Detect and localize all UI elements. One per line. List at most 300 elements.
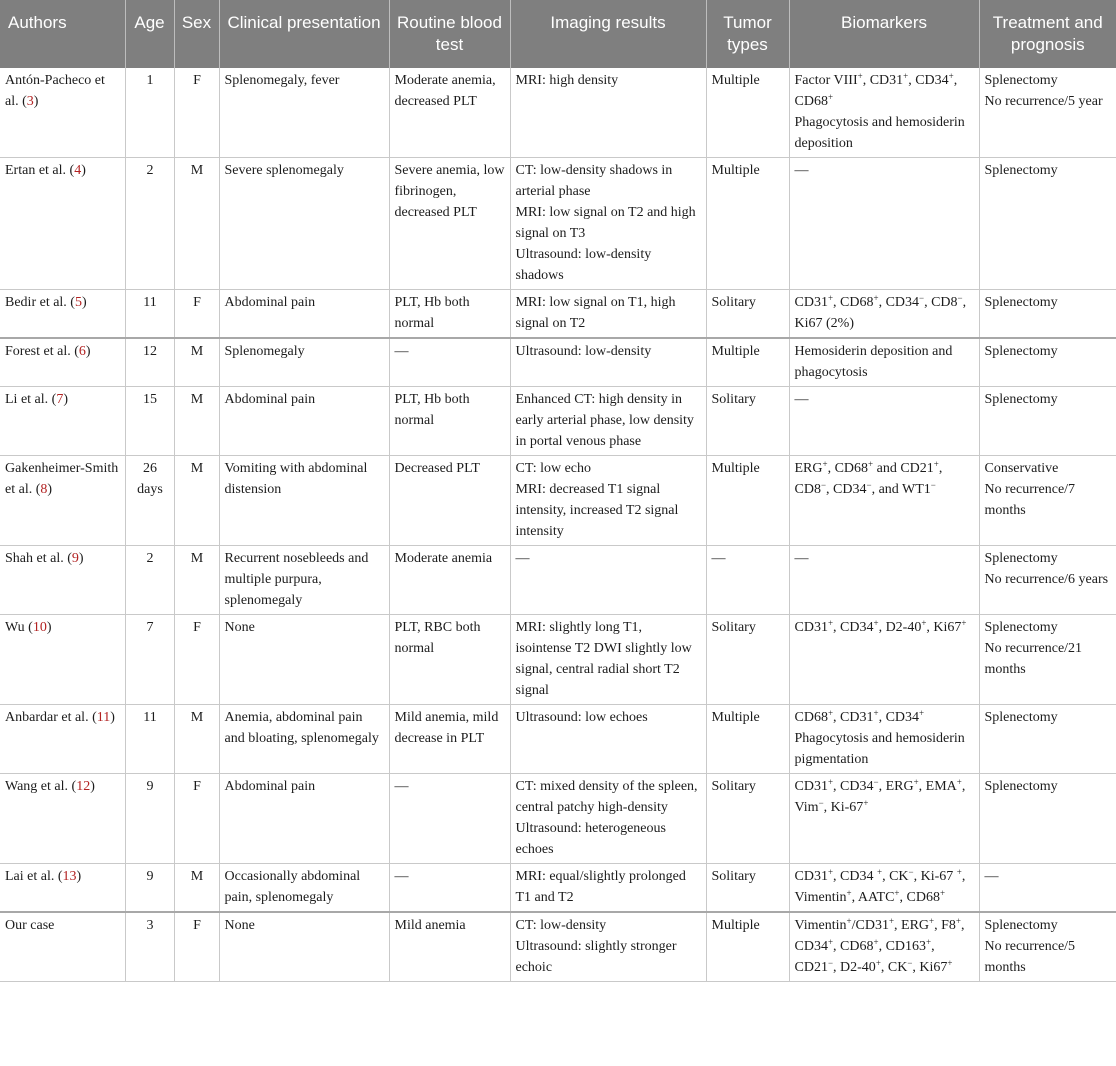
biomarker-text: , Ki-67 bbox=[823, 800, 864, 815]
cell-sex: F bbox=[174, 774, 219, 864]
header-row bbox=[0, 0, 1116, 68]
biomarker-line bbox=[795, 617, 975, 638]
imaging-line: MRI: low signal on T1, high signal on T2 bbox=[515, 295, 676, 331]
cell-treatment-prognosis bbox=[979, 774, 1116, 864]
biomarker-text: CD31 bbox=[794, 620, 828, 635]
imaging-line: MRI: high density bbox=[515, 73, 619, 88]
author-suffix: ) bbox=[76, 869, 82, 884]
imaging-line: MRI: equal/slightly prolonged T1 and T2 bbox=[515, 869, 686, 905]
cell-clinical-presentation: Recurrent nosebleeds and multiple purpura, splenomegaly bbox=[219, 546, 389, 615]
cell-routine-blood-test: PLT, RBC both normal bbox=[389, 615, 510, 705]
cell-routine-blood-test: PLT, Hb both normal bbox=[389, 290, 510, 339]
table-row bbox=[0, 864, 1116, 913]
cell-routine-blood-test: PLT, Hb both normal bbox=[389, 387, 510, 456]
cell-biomarkers bbox=[789, 68, 979, 158]
citation-ref: 6 bbox=[78, 344, 86, 359]
biomarker-sign: − bbox=[907, 958, 913, 968]
cell-biomarkers bbox=[789, 864, 979, 913]
citation-ref: 4 bbox=[74, 163, 82, 178]
biomarker-sign: + bbox=[913, 777, 919, 787]
biomarker-text: — bbox=[794, 163, 809, 178]
author-suffix: ) bbox=[110, 710, 115, 725]
cell-clinical-presentation: Anemia, abdominal pain and bloating, splenomegaly bbox=[219, 705, 389, 774]
biomarker-text: , CD34 bbox=[826, 482, 867, 497]
cell-treatment-prognosis bbox=[979, 546, 1116, 615]
biomarker-text: , Vimentin bbox=[794, 869, 966, 905]
biomarker-text: , Ki67 bbox=[912, 960, 948, 975]
imaging-line: CT: mixed density of the spleen, central patchy high-density bbox=[515, 779, 698, 815]
cell-biomarkers bbox=[789, 387, 979, 456]
biomarker-sign: − bbox=[919, 293, 925, 303]
biomarker-text: , CD68 bbox=[833, 295, 874, 310]
biomarker-sign: + bbox=[876, 867, 883, 877]
cell-imaging-results bbox=[510, 705, 706, 774]
biomarker-sign: + bbox=[827, 293, 834, 303]
imaging-line: MRI: slightly long T1, isointense T2 DWI slightly low signal, central radial short T2 signal bbox=[515, 620, 692, 698]
treatment-line: — bbox=[984, 869, 999, 884]
cell-age: 26 days bbox=[125, 456, 174, 546]
imaging-line: Ultrasound: heterogeneous echoes bbox=[515, 821, 666, 857]
biomarker-text: , CD163 bbox=[878, 939, 927, 954]
biomarker-text: , CD8 bbox=[924, 295, 958, 310]
biomarker-text: , CD68 bbox=[827, 461, 869, 476]
imaging-line: CT: low-density shadows in arterial phase bbox=[515, 163, 673, 199]
biomarker-sign: − bbox=[873, 777, 879, 787]
cell-biomarkers bbox=[789, 774, 979, 864]
cell-tumor-type: Multiple bbox=[706, 68, 789, 158]
biomarker-sign: + bbox=[873, 618, 879, 628]
col-header-sex: Sex bbox=[174, 0, 219, 68]
cell-imaging-results bbox=[510, 615, 706, 705]
biomarker-text: Hemosiderin deposition and phagocytosis bbox=[794, 344, 953, 380]
cell-imaging-results bbox=[510, 68, 706, 158]
treatment-line: Splenectomy bbox=[984, 918, 1058, 933]
biomarker-text: and CD21 bbox=[873, 461, 934, 476]
author-name: Wu ( bbox=[5, 620, 33, 635]
biomarker-text: , ERG bbox=[878, 779, 914, 794]
biomarker-text: , CD68 bbox=[833, 939, 874, 954]
author-name: Shah et al. ( bbox=[5, 551, 72, 566]
biomarker-line bbox=[795, 776, 975, 818]
biomarker-text: , ERG bbox=[894, 918, 930, 933]
imaging-line: MRI: decreased T1 signal intensity, increased T2 signal intensity bbox=[515, 482, 679, 539]
table-row bbox=[0, 290, 1116, 339]
biomarker-sign: − bbox=[866, 480, 872, 490]
treatment-line: No recurrence/5 year bbox=[984, 94, 1103, 109]
biomarker-sign: + bbox=[863, 798, 869, 808]
cell-age: 12 bbox=[125, 338, 174, 387]
cell-tumor-type: Solitary bbox=[706, 774, 789, 864]
biomarker-sign: + bbox=[961, 618, 967, 628]
cell-treatment-prognosis bbox=[979, 615, 1116, 705]
author-name: Wang et al. ( bbox=[5, 779, 77, 794]
cell-authors bbox=[0, 456, 125, 546]
col-header-tumor-types: Tumor types bbox=[706, 0, 789, 68]
treatment-line: Splenectomy bbox=[984, 163, 1058, 178]
biomarker-line bbox=[795, 389, 975, 410]
cell-clinical-presentation: Vomiting with abdominal distension bbox=[219, 456, 389, 546]
cell-sex: M bbox=[174, 338, 219, 387]
cell-routine-blood-test: Mild anemia, mild decrease in PLT bbox=[389, 705, 510, 774]
treatment-line: Splenectomy bbox=[984, 551, 1058, 566]
biomarker-text: , CD31 bbox=[833, 710, 874, 725]
cell-age: 11 bbox=[125, 705, 174, 774]
citation-ref: 11 bbox=[96, 710, 111, 725]
cell-imaging-results bbox=[510, 158, 706, 290]
biomarker-sign: + bbox=[926, 937, 932, 947]
cell-routine-blood-test: Moderate anemia bbox=[389, 546, 510, 615]
cell-authors bbox=[0, 912, 125, 982]
biomarker-sign: + bbox=[921, 618, 927, 628]
table-row bbox=[0, 705, 1116, 774]
cell-imaging-results bbox=[510, 456, 706, 546]
cell-authors bbox=[0, 338, 125, 387]
biomarker-line bbox=[795, 292, 975, 334]
biomarker-sign: + bbox=[947, 958, 953, 968]
biomarker-line bbox=[795, 458, 975, 500]
biomarker-text: CD31 bbox=[794, 869, 828, 884]
cell-biomarkers bbox=[789, 290, 979, 339]
cell-treatment-prognosis bbox=[979, 864, 1116, 913]
biomarker-text: /CD31 bbox=[851, 918, 889, 933]
col-header-age: Age bbox=[125, 0, 174, 68]
cell-sex: F bbox=[174, 912, 219, 982]
author-name: Gakenheimer-Smith et al. ( bbox=[5, 461, 119, 497]
biomarker-text: , EMA bbox=[918, 779, 957, 794]
cell-treatment-prognosis bbox=[979, 68, 1116, 158]
imaging-line: Ultrasound: low echoes bbox=[515, 710, 648, 725]
cell-sex: M bbox=[174, 864, 219, 913]
cell-treatment-prognosis bbox=[979, 338, 1116, 387]
author-name: Anbardar et al. ( bbox=[5, 710, 97, 725]
cell-sex: M bbox=[174, 158, 219, 290]
cell-clinical-presentation: None bbox=[219, 912, 389, 982]
biomarker-text: , CD8 bbox=[794, 461, 943, 497]
author-name: Li et al. ( bbox=[5, 392, 57, 407]
cell-authors bbox=[0, 387, 125, 456]
cell-age: 3 bbox=[125, 912, 174, 982]
citation-ref: 8 bbox=[40, 482, 48, 497]
cell-clinical-presentation: Severe splenomegaly bbox=[219, 158, 389, 290]
biomarker-text: Phagocytosis and hemosiderin pigmentation bbox=[794, 731, 965, 767]
imaging-line: Ultrasound: slightly stronger echoic bbox=[515, 939, 677, 975]
treatment-line: No recurrence/21 months bbox=[984, 641, 1083, 677]
imaging-line: Enhanced CT: high density in early arterial phase, low density in portal venous phase bbox=[515, 392, 694, 449]
biomarker-line bbox=[795, 548, 975, 569]
biomarker-line bbox=[795, 341, 975, 383]
cell-sex: M bbox=[174, 456, 219, 546]
biomarker-text: , and WT1 bbox=[871, 482, 931, 497]
cell-imaging-results bbox=[510, 912, 706, 982]
cell-imaging-results bbox=[510, 774, 706, 864]
cell-clinical-presentation: Splenomegaly, fever bbox=[219, 68, 389, 158]
cell-sex: M bbox=[174, 387, 219, 456]
biomarker-sign: − bbox=[957, 293, 963, 303]
biomarker-sign: + bbox=[827, 937, 834, 947]
cell-authors bbox=[0, 774, 125, 864]
cell-authors bbox=[0, 546, 125, 615]
cell-clinical-presentation: Abdominal pain bbox=[219, 290, 389, 339]
citation-ref: 12 bbox=[76, 779, 91, 794]
col-header-clinical-presentation: Clinical presentation bbox=[219, 0, 389, 68]
treatment-line: No recurrence/5 months bbox=[984, 939, 1076, 975]
cell-routine-blood-test: Decreased PLT bbox=[389, 456, 510, 546]
cell-tumor-type: Solitary bbox=[706, 615, 789, 705]
biomarker-sign: + bbox=[939, 888, 946, 898]
cell-treatment-prognosis bbox=[979, 158, 1116, 290]
biomarker-text: , CD68 bbox=[899, 890, 940, 905]
treatment-line: No recurrence/6 years bbox=[984, 572, 1109, 587]
biomarker-sign: + bbox=[827, 777, 834, 787]
biomarker-text: — bbox=[794, 551, 809, 566]
biomarker-sign: + bbox=[929, 916, 935, 926]
citation-ref: 13 bbox=[62, 869, 77, 884]
col-header-biomarkers: Biomarkers bbox=[789, 0, 979, 68]
cell-authors bbox=[0, 158, 125, 290]
table-row bbox=[0, 68, 1116, 158]
cell-biomarkers bbox=[789, 158, 979, 290]
cell-age: 9 bbox=[125, 774, 174, 864]
table-row bbox=[0, 615, 1116, 705]
biomarker-text: , CD34 bbox=[833, 779, 874, 794]
biomarker-sign: − bbox=[930, 480, 936, 490]
biomarker-line bbox=[795, 866, 975, 908]
cell-clinical-presentation: Abdominal pain bbox=[219, 774, 389, 864]
cell-treatment-prognosis bbox=[979, 456, 1116, 546]
biomarker-text: , F8 bbox=[934, 918, 956, 933]
biomarker-sign: + bbox=[846, 888, 852, 898]
cell-sex: F bbox=[174, 615, 219, 705]
biomarker-text: — bbox=[794, 392, 809, 407]
cell-tumor-type: Multiple bbox=[706, 338, 789, 387]
biomarker-text: , CK bbox=[880, 960, 908, 975]
citation-ref: 7 bbox=[56, 392, 64, 407]
biomarker-sign: + bbox=[948, 71, 954, 81]
cell-age: 7 bbox=[125, 615, 174, 705]
cell-routine-blood-test: Severe anemia, low fibrinogen, decreased PLT bbox=[389, 158, 510, 290]
cell-biomarkers bbox=[789, 456, 979, 546]
cell-routine-blood-test: Moderate anemia, decreased PLT bbox=[389, 68, 510, 158]
author-suffix: ) bbox=[47, 482, 53, 497]
biomarker-text: Factor VIII bbox=[794, 73, 858, 88]
cell-routine-blood-test: Mild anemia bbox=[389, 912, 510, 982]
biomarker-sign: + bbox=[956, 867, 962, 877]
biomarker-sign: + bbox=[955, 916, 961, 926]
biomarker-text: , CD34 bbox=[794, 918, 965, 954]
table-row bbox=[0, 158, 1116, 290]
biomarker-sign: + bbox=[875, 958, 881, 968]
biomarker-sign: + bbox=[827, 92, 834, 102]
cell-tumor-type: Multiple bbox=[706, 158, 789, 290]
cell-clinical-presentation: Abdominal pain bbox=[219, 387, 389, 456]
biomarker-text: , CK bbox=[882, 869, 909, 884]
biomarker-text: , CD31 bbox=[862, 73, 904, 88]
cell-treatment-prognosis bbox=[979, 705, 1116, 774]
cell-tumor-type: Solitary bbox=[706, 290, 789, 339]
biomarker-sign: + bbox=[822, 459, 828, 469]
cell-age: 2 bbox=[125, 158, 174, 290]
table-row bbox=[0, 456, 1116, 546]
treatment-line: Splenectomy bbox=[984, 392, 1058, 407]
author-name: Antón-Pacheco et al. ( bbox=[5, 73, 105, 109]
biomarker-line bbox=[795, 70, 975, 112]
biomarker-sign: + bbox=[933, 459, 939, 469]
imaging-line: Ultrasound: low-density bbox=[515, 344, 652, 359]
treatment-line: Splenectomy bbox=[984, 620, 1058, 635]
imaging-line: MRI: low signal on T2 and high signal on T3 bbox=[515, 205, 696, 241]
biomarker-text: , CD34 bbox=[908, 73, 949, 88]
biomarker-text: ERG bbox=[794, 461, 823, 476]
cell-treatment-prognosis bbox=[979, 290, 1116, 339]
biomarker-text: , D2-40 bbox=[833, 960, 876, 975]
biomarker-text: Vimentin bbox=[794, 918, 847, 933]
biomarker-line bbox=[795, 707, 975, 728]
author-suffix: ) bbox=[33, 94, 39, 109]
cell-biomarkers bbox=[789, 615, 979, 705]
author-suffix: ) bbox=[90, 779, 95, 794]
cell-authors bbox=[0, 864, 125, 913]
treatment-line: Splenectomy bbox=[984, 295, 1058, 310]
biomarker-sign: + bbox=[919, 708, 925, 718]
cell-imaging-results bbox=[510, 546, 706, 615]
cell-clinical-presentation: Occasionally abdominal pain, splenomegaly bbox=[219, 864, 389, 913]
biomarker-text: , AATC bbox=[851, 890, 895, 905]
author-name: Bedir et al. ( bbox=[5, 295, 75, 310]
cell-age: 15 bbox=[125, 387, 174, 456]
citation-ref: 9 bbox=[71, 551, 79, 566]
biomarker-sign: + bbox=[827, 867, 834, 877]
cell-age: 9 bbox=[125, 864, 174, 913]
biomarker-line bbox=[795, 112, 975, 154]
biomarker-sign: − bbox=[820, 480, 827, 490]
biomarker-line bbox=[795, 728, 975, 770]
biomarker-text: , D2-40 bbox=[878, 620, 922, 635]
biomarker-text: Phagocytosis and hemosiderin deposition bbox=[794, 115, 965, 151]
cell-biomarkers bbox=[789, 705, 979, 774]
biomarker-text: , CD34 bbox=[878, 710, 920, 725]
biomarker-sign: − bbox=[818, 798, 824, 808]
cell-routine-blood-test: — bbox=[389, 774, 510, 864]
cell-imaging-results bbox=[510, 338, 706, 387]
table-row bbox=[0, 774, 1116, 864]
cell-authors bbox=[0, 615, 125, 705]
table-row bbox=[0, 387, 1116, 456]
author-suffix: ) bbox=[78, 551, 84, 566]
biomarker-text: , Ki67 (2%) bbox=[794, 295, 967, 331]
author-name: Forest et al. ( bbox=[5, 344, 79, 359]
citation-ref: 10 bbox=[32, 620, 47, 635]
table-row bbox=[0, 912, 1116, 982]
biomarker-sign: + bbox=[894, 888, 900, 898]
imaging-line: Ultrasound: low-density shadows bbox=[515, 247, 652, 283]
cell-imaging-results bbox=[510, 290, 706, 339]
cell-treatment-prognosis bbox=[979, 912, 1116, 982]
cell-tumor-type: Multiple bbox=[706, 705, 789, 774]
cell-authors bbox=[0, 68, 125, 158]
cell-sex: M bbox=[174, 546, 219, 615]
biomarker-sign: + bbox=[873, 293, 879, 303]
biomarker-sign: − bbox=[908, 867, 914, 877]
col-header-authors: Authors bbox=[0, 0, 125, 68]
cell-tumor-type: Multiple bbox=[706, 456, 789, 546]
biomarker-sign: + bbox=[827, 618, 834, 628]
biomarker-line bbox=[795, 915, 975, 978]
biomarker-text: CD68 bbox=[794, 710, 828, 725]
cell-sex: F bbox=[174, 68, 219, 158]
author-suffix: ) bbox=[63, 392, 68, 407]
cell-biomarkers bbox=[789, 912, 979, 982]
treatment-line: Conservative bbox=[984, 461, 1059, 476]
table-body bbox=[0, 68, 1116, 982]
biomarker-sign: + bbox=[888, 916, 895, 926]
biomarker-sign: − bbox=[827, 958, 834, 968]
biomarker-text: , CD34 bbox=[833, 620, 874, 635]
cell-imaging-results bbox=[510, 864, 706, 913]
treatment-line: Splenectomy bbox=[984, 73, 1058, 88]
cell-treatment-prognosis bbox=[979, 387, 1116, 456]
biomarker-text: , CD21 bbox=[794, 939, 935, 975]
treatment-line: Splenectomy bbox=[984, 779, 1058, 794]
cell-age: 11 bbox=[125, 290, 174, 339]
cell-sex: M bbox=[174, 705, 219, 774]
biomarker-text: , CD68 bbox=[794, 73, 958, 109]
table-row bbox=[0, 338, 1116, 387]
biomarker-line bbox=[795, 160, 975, 181]
cell-age: 1 bbox=[125, 68, 174, 158]
treatment-line: Splenectomy bbox=[984, 344, 1058, 359]
cell-clinical-presentation: None bbox=[219, 615, 389, 705]
imaging-line: CT: low echo bbox=[515, 461, 592, 476]
cell-tumor-type: — bbox=[706, 546, 789, 615]
cell-clinical-presentation: Splenomegaly bbox=[219, 338, 389, 387]
biomarker-text: , Ki-67 bbox=[913, 869, 957, 884]
author-name: Our case bbox=[5, 918, 55, 933]
col-header-treatment-prognosis: Treatment and prognosis bbox=[979, 0, 1116, 68]
cell-routine-blood-test: — bbox=[389, 864, 510, 913]
author-suffix: ) bbox=[46, 620, 52, 635]
author-name: Ertan et al. ( bbox=[5, 163, 75, 178]
citation-ref: 3 bbox=[26, 94, 34, 109]
biomarker-sign: + bbox=[846, 916, 852, 926]
biomarker-sign: + bbox=[903, 71, 909, 81]
biomarker-sign: + bbox=[956, 777, 962, 787]
biomarker-text: , CD34 bbox=[878, 295, 920, 310]
cell-tumor-type: Multiple bbox=[706, 912, 789, 982]
biomarker-text: , Ki67 bbox=[926, 620, 962, 635]
imaging-line: — bbox=[515, 551, 530, 566]
citation-ref: 5 bbox=[74, 295, 82, 310]
cell-authors bbox=[0, 290, 125, 339]
cell-routine-blood-test: — bbox=[389, 338, 510, 387]
cell-sex: F bbox=[174, 290, 219, 339]
cell-age: 2 bbox=[125, 546, 174, 615]
biomarker-text: , CD34 bbox=[833, 869, 877, 884]
biomarker-sign: + bbox=[827, 708, 834, 718]
cell-biomarkers bbox=[789, 546, 979, 615]
biomarker-text: CD31 bbox=[794, 779, 828, 794]
treatment-line: No recurrence/7 months bbox=[984, 482, 1076, 518]
biomarker-text: CD31 bbox=[794, 295, 828, 310]
biomarker-sign: + bbox=[873, 708, 879, 718]
table-row bbox=[0, 546, 1116, 615]
author-suffix: ) bbox=[81, 295, 87, 310]
author-name: Lai et al. ( bbox=[5, 869, 63, 884]
imaging-line: CT: low-density bbox=[515, 918, 607, 933]
biomarker-sign: + bbox=[868, 459, 874, 469]
col-header-routine-blood-test: Routine blood test bbox=[389, 0, 510, 68]
col-header-imaging-results: Imaging results bbox=[510, 0, 706, 68]
biomarker-text: , Vim bbox=[794, 779, 966, 815]
